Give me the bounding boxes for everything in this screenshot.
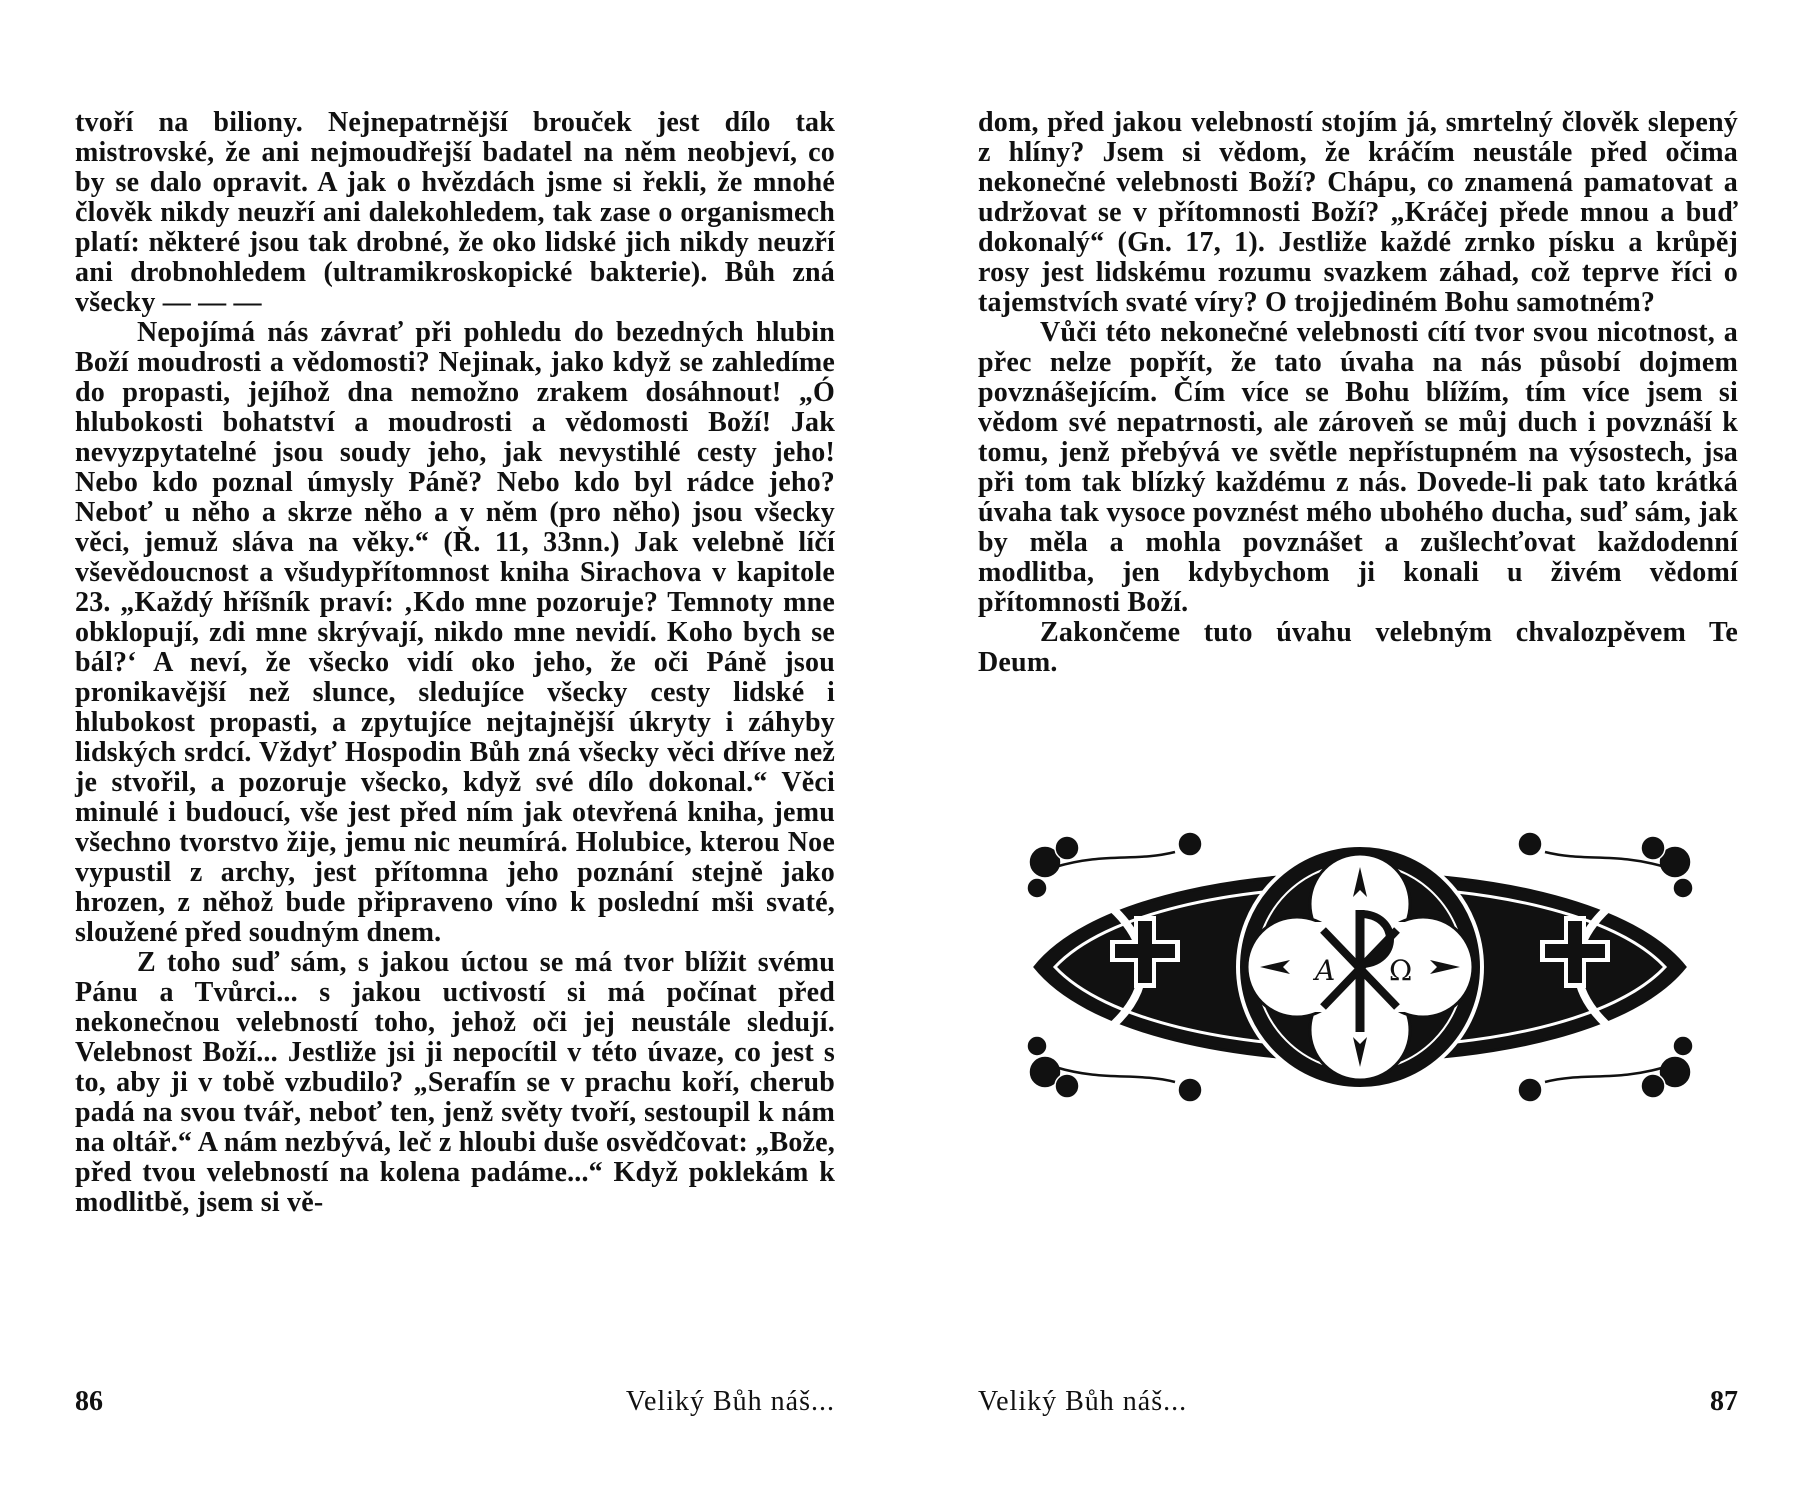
right-paragraph-3: Zakončeme tuto úvahu velebným chvalozpěvem Te Deum. [978, 617, 1738, 678]
page-number-right: 87 [1710, 1386, 1738, 1417]
left-paragraph-1: tvoří na biliony. Nejnepatrnější brouček jest dílo tak mistrovské, že ani nejmoudřejší badatel na něm neobjeví, co by se dalo opravit. A jak o hvězdách jsme si řekli, že mnohé člověk nikdy neuzří ani dalekohledem, tak zase o organismech platí: některé jsou tak drobné, že oko lidské jich nikdy neuzří ani drobnohledem (ultramikroskopické bakterie). Bůh zná všecky — — — [75, 107, 835, 318]
left-page-text [75, 108, 835, 1218]
running-head-right: Veliký Bůh náš... [978, 1386, 1188, 1417]
right-page-text [978, 108, 1738, 678]
left-paragraph-2: Nepojímá nás závrať při pohledu do bezedných hlubin Boží moudrosti a vědomosti? Nejinak, jako když se zahledíme do propasti, jejíhož dna nemožno zrakem dosáhnout! „Ó hlubokosti bohatství a moudrosti a vědomosti Boží! Jak nevyzpytatelné jsou soudy jeho, jak nevystihlé cesty jeho! Nebo kdo poznal úmysly Páně? Nebo kdo byl rádce jeho? Neboť u něho a skrze něho a v něm (pro něho) jsou všecky věci, jemuž sláva na věky.“ (Ř. 11, 33nn.) Jak velebně líčí vševědoucnost a všudypřítomnost kniha Sirachova v kapitole 23. „Každý hříšník praví: ‚Kdo mne pozoruje? Temnoty mne obklopují, zdi mne skrývají, nikdo mne nevidí. Koho bych se bál?‘ A neví, že všecko vidí oko jeho, že oči Páně jsou pronikavější než slunce, sledujíce všecky cesty lidské i hlubokost propasti, a zpytujíce nejtajnější úkryty i záhyby lidských srdcí. Vždyť Hospodin Bůh zná všecky věci dříve než je stvořil, a pozoruje všecko, když své dílo dokonal.“ Věci minulé i budoucí, vše jest před ním jak otevřená kniha, jemu všechno tvorstvo žije, jemu nic neumírá. Holubice, kterou Noe vypustil z archy, jest přítomna jeho poznání stejně jako hrozen, z něhož bude připraveno víno k poslední mši svaté, sloužené před soudným dnem. [75, 317, 835, 948]
right-page-footer [978, 1386, 1738, 1426]
omega-letter: Ω [1389, 954, 1413, 987]
right-paragraph-2: Vůči této nekonečné velebnosti cítí tvor svou nicotnost, a přec nelze popřít, že tato úvaha na nás působí dojmem povznášejícím. Čím více se Bohu blížím, tím více jsem si vědom své nepatrnosti, ale zároveň se můj duch i povznáší k tomu, jenž přebývá ve světle nepřístupném na výsostech, jsa při tom tak blízký každému z nás. Dovede-li pak tato krátká úvaha tak vysoce povznést mého ubohého ducha, suď sám, jak by měla a mohla povznášet a zušlechťovat každodenní modlitba, jen kdybychom ji konali u živém vědomí přítomnosti Boží. [978, 317, 1738, 618]
alpha-letter: A [1315, 954, 1336, 987]
right-paragraph-1: dom, před jakou velebností stojím já, smrtelný člověk slepený z hlíny? Jsem si vědom, že kráčím neustále před očima nekonečné velebnosti Boží? Chápu, co znamená pamatovat a udržovat se v přítomnosti Boží? „Kráčej přede mnou a buď dokonalý“ (Gn. 17, 1). Jestliže každé zrnko písku a krůpěj rosy jest lidskému rozumu svazkem záhad, což teprve říci o tajemstvích svaté víry? O trojjediném Bohu samotném? [978, 107, 1738, 318]
left-paragraph-3: Z toho suď sám, s jakou úctou se má tvor blížit svému Pánu a Tvůrci... s jakou uctivostí si má počínat před nekonečnou velebností toho, jehož oči jej neustále sledují. Velebnost Boží... Jestliže jsi ji nepocítil v této úvaze, co jest s to, aby ji v tobě vzbudilo? „Serafín se v prachu koří, cherub padá na svou tvář, neboť ten, jenž světy tvoří, sestoupil k nám na oltář.“ A nám nezbývá, leč z hloubi duše osvědčovat: „Bože, před tvou velebností na kolena padáme...“ Když poklekám k modlitbě, jsem si vě- [75, 947, 835, 1218]
running-head-left: Veliký Bůh náš... [625, 1386, 835, 1417]
left-page-footer [75, 1386, 835, 1426]
page-number-left: 86 [75, 1386, 103, 1417]
chi-rho-ornament [1015, 822, 1705, 1112]
